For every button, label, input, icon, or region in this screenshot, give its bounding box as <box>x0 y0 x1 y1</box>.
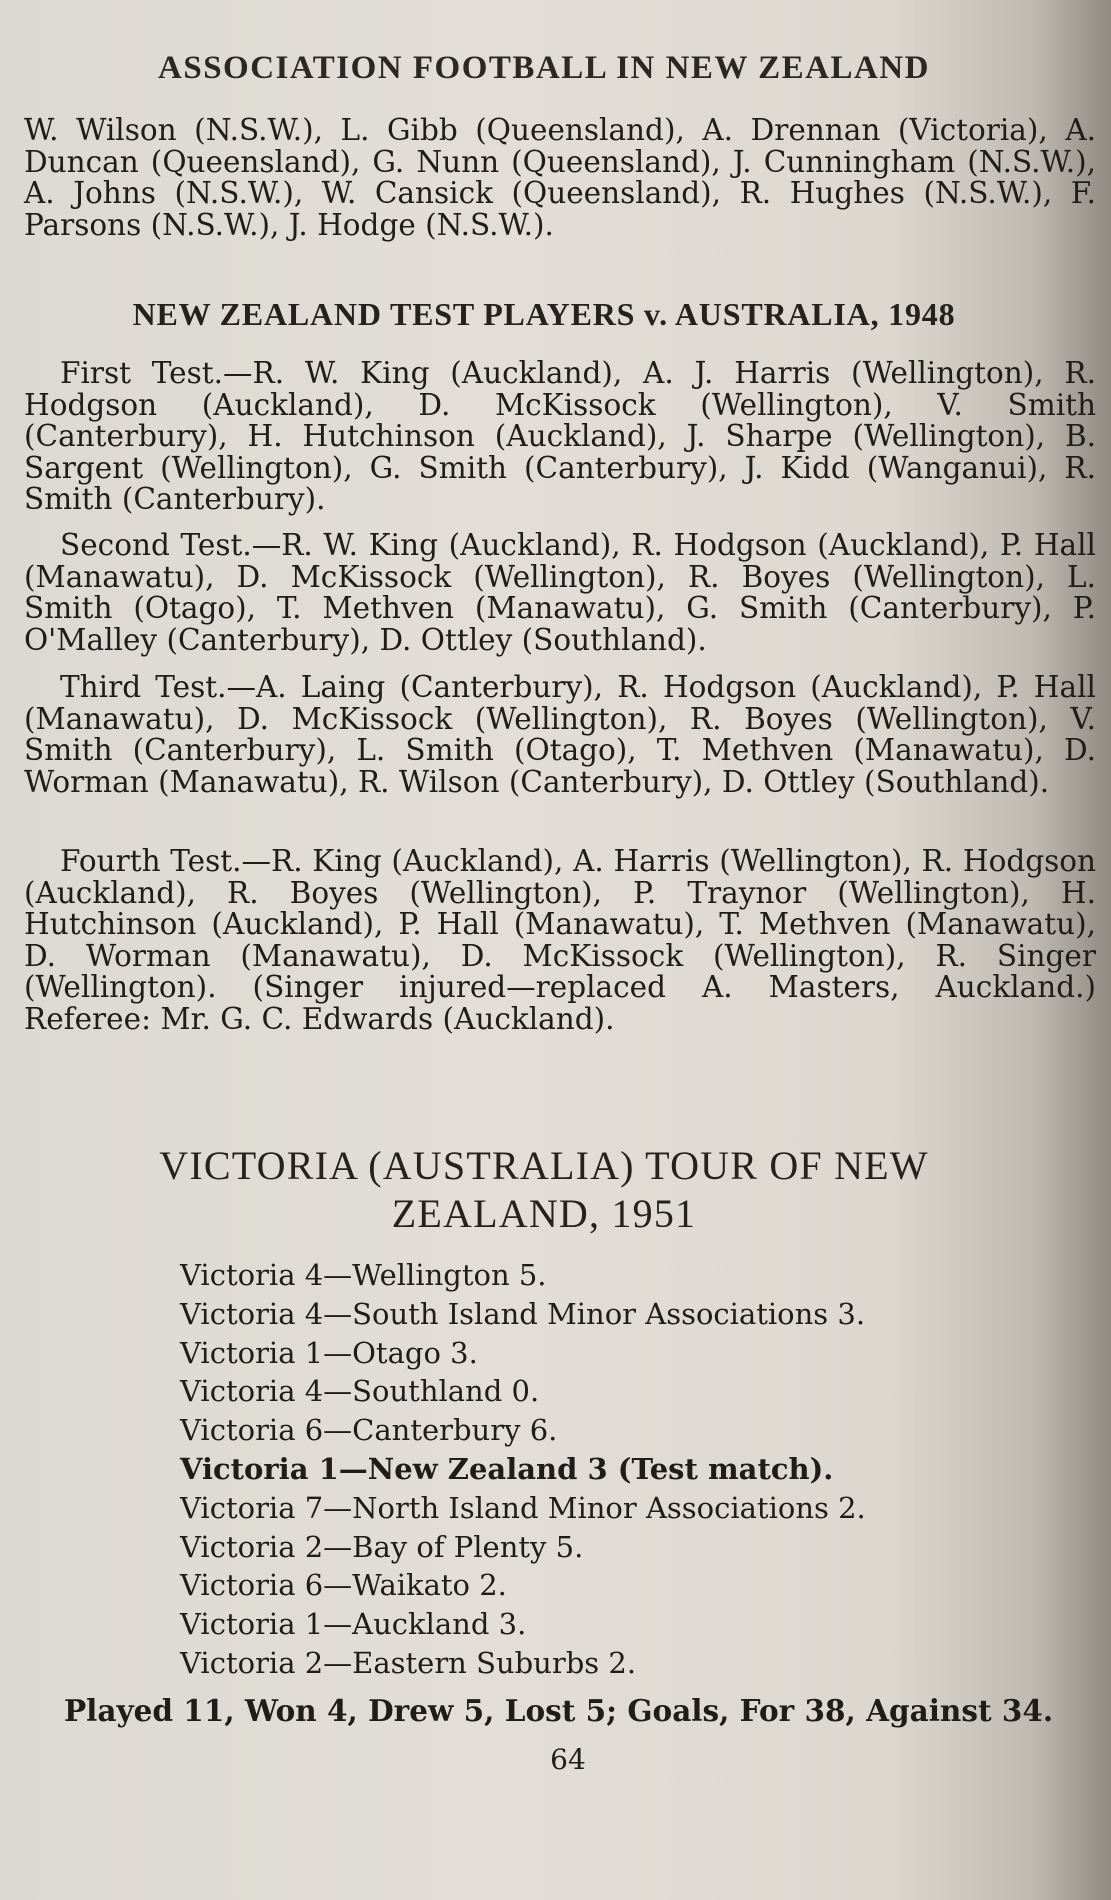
tour-summary: Played 11, Won 4, Drew 5, Lost 5; Goals, For 38, Against 34. <box>64 1693 1054 1728</box>
running-head: ASSOCIATION FOOTBALL IN NEW ZEALAND <box>158 50 930 86</box>
page-number: 64 <box>550 1743 586 1776</box>
match-result: Victoria 2—Eastern Suburbs 2. <box>180 1645 637 1680</box>
section-title-line-1: VICTORIA (AUSTRALIA) TOUR OF NEW <box>159 1143 929 1188</box>
third-test-paragraph: Third Test.—A. Laing (Canterbury), R. Hodgson (Auckland), P. Hall (Manawatu), D. McKissock (Wellington), R. Boyes (Wellington), V. Smith (Canterbury), L. Smith (Otago), T. Methven (Manawatu), D. Worman (Manawatu), R. Wilson (Canterbury), D. Ottley (Southland). <box>24 670 1096 799</box>
match-result: Victoria 7—North Island Minor Associations 2. <box>180 1490 866 1525</box>
fourth-test-paragraph: Fourth Test.—R. King (Auckland), A. Harris (Wellington), R. Hodgson (Auckland), R. Boyes (Wellington), P. Traynor (Wellington), H. Hutchinson (Auckland), P. Hall (Manawatu), T. Methven (Manawatu), D. Worman (Manawatu), D. McKissock (Wellington), R. Singer (Wellington). (Singer injured—replaced A. Masters, Auckland.) Referee: Mr. G. C. Edwards (Auckland). <box>24 844 1096 1036</box>
section-title-victoria-tour <box>24 1142 1064 1238</box>
second-test-paragraph: Second Test.—R. W. King (Auckland), R. Hodgson (Auckland), P. Hall (Manawatu), D. McKissock (Wellington), R. Boyes (Wellington), L. Smith (Otago), T. Methven (Manawatu), G. Smith (Canterbury), P. O'Malley (Canterbury), D. Ottley (Southland). <box>24 528 1096 657</box>
section-title-line-2: ZEALAND, 1951 <box>391 1191 697 1236</box>
match-result: Victoria 4—Southland 0. <box>180 1374 540 1409</box>
match-result-test-match: Victoria 1—New Zealand 3 (Test match). <box>180 1451 834 1486</box>
match-result: Victoria 1—Auckland 3. <box>180 1607 527 1642</box>
section-title-test-players: NEW ZEALAND TEST PLAYERS v. AUSTRALIA, 1948 <box>132 296 956 332</box>
match-result: Victoria 6—Waikato 2. <box>180 1568 507 1603</box>
first-test-paragraph: First Test.—R. W. King (Auckland), A. J. Harris (Wellington), R. Hodgson (Auckland), D. McKissock (Wellington), V. Smith (Canterbury), H. Hutchinson (Auckland), J. Sharpe (Wellington), B. Sargent (Wellington), G. Smith (Canterbury), J. Kidd (Wanganui), R. Smith (Canterbury). <box>24 356 1096 516</box>
match-result: Victoria 4—Wellington 5. <box>180 1258 547 1292</box>
match-results-list <box>180 1256 1080 1683</box>
match-result: Victoria 1—Otago 3. <box>180 1335 478 1370</box>
match-result: Victoria 2—Bay of Plenty 5. <box>180 1529 584 1564</box>
match-result: Victoria 6—Canterbury 6. <box>180 1413 558 1448</box>
match-result: Victoria 4—South Island Minor Associations 3. <box>180 1296 866 1331</box>
intro-paragraph: W. Wilson (N.S.W.), L. Gibb (Queensland), A. Drennan (Victoria), A. Duncan (Queensland), G. Nunn (Queensland), J. Cunningham (N.S.W.), A. Johns (N.S.W.), W. Cansick (Queensland), R. Hughes (N.S.W.), F. Parsons (N.S.W.), J. Hodge (N.S.W.). <box>24 113 1096 242</box>
